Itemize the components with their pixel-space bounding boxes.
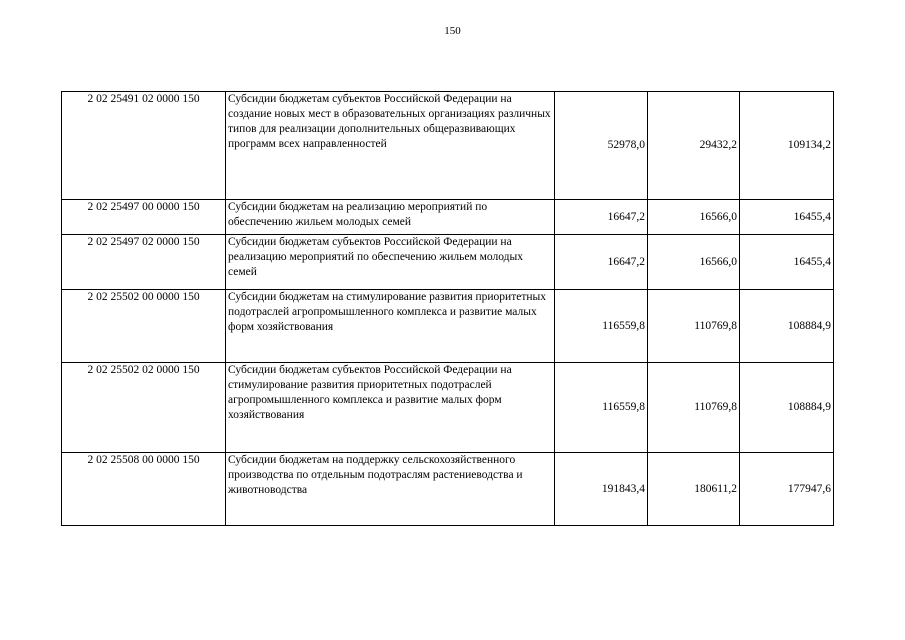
description-cell: Субсидии бюджетам субъектов Российской Федерации на создание новых мест в образовательных организациях различных типов для реализации дополнительных общеразвивающих программ всех направленностей (226, 92, 555, 200)
table-row (62, 235, 834, 290)
description-cell: Субсидии бюджетам на стимулирование развития приоритетных подотраслей агропромышленного комплекса и развитие малых форм хозяйствования (226, 290, 555, 363)
page-number: 150 (444, 25, 461, 37)
value-cell-3: 108884,9 (740, 290, 834, 363)
budget-code-cell: 2 02 25497 00 0000 150 (62, 200, 226, 235)
description-cell: Субсидии бюджетам на реализацию мероприятий по обеспечению жильем молодых семей (226, 200, 555, 235)
description-cell: Субсидии бюджетам субъектов Российской Федерации на реализацию мероприятий по обеспечению жильем молодых семей (226, 235, 555, 290)
table-row (62, 363, 834, 453)
table-row (62, 453, 834, 526)
value-cell-3: 177947,6 (740, 453, 834, 526)
value-cell-3: 16455,4 (740, 200, 834, 235)
budget-code-cell: 2 02 25502 02 0000 150 (62, 363, 226, 453)
table-row (62, 200, 834, 235)
value-cell-1: 16647,2 (555, 235, 648, 290)
budget-code-cell: 2 02 25491 02 0000 150 (62, 92, 226, 200)
value-cell-2: 16566,0 (648, 200, 740, 235)
budget-code-cell: 2 02 25508 00 0000 150 (62, 453, 226, 526)
value-cell-3: 16455,4 (740, 235, 834, 290)
value-cell-2: 29432,2 (648, 92, 740, 200)
budget-table (61, 91, 834, 526)
value-cell-2: 180611,2 (648, 453, 740, 526)
value-cell-1: 116559,8 (555, 290, 648, 363)
value-cell-2: 110769,8 (648, 363, 740, 453)
value-cell-2: 16566,0 (648, 235, 740, 290)
value-cell-3: 108884,9 (740, 363, 834, 453)
value-cell-1: 16647,2 (555, 200, 648, 235)
value-cell-1: 116559,8 (555, 363, 648, 453)
budget-code-cell: 2 02 25497 02 0000 150 (62, 235, 226, 290)
table-row (62, 290, 834, 363)
table-row (62, 92, 834, 200)
description-cell: Субсидии бюджетам субъектов Российской Федерации на стимулирование развития приоритетных подотраслей агропромышленного комплекса и развитие малых форм хозяйствования (226, 363, 555, 453)
value-cell-1: 191843,4 (555, 453, 648, 526)
value-cell-3: 109134,2 (740, 92, 834, 200)
description-cell: Субсидии бюджетам на поддержку сельскохозяйственного производства по отдельным подотраслям растениеводства и животноводства (226, 453, 555, 526)
value-cell-2: 110769,8 (648, 290, 740, 363)
budget-code-cell: 2 02 25502 00 0000 150 (62, 290, 226, 363)
value-cell-1: 52978,0 (555, 92, 648, 200)
